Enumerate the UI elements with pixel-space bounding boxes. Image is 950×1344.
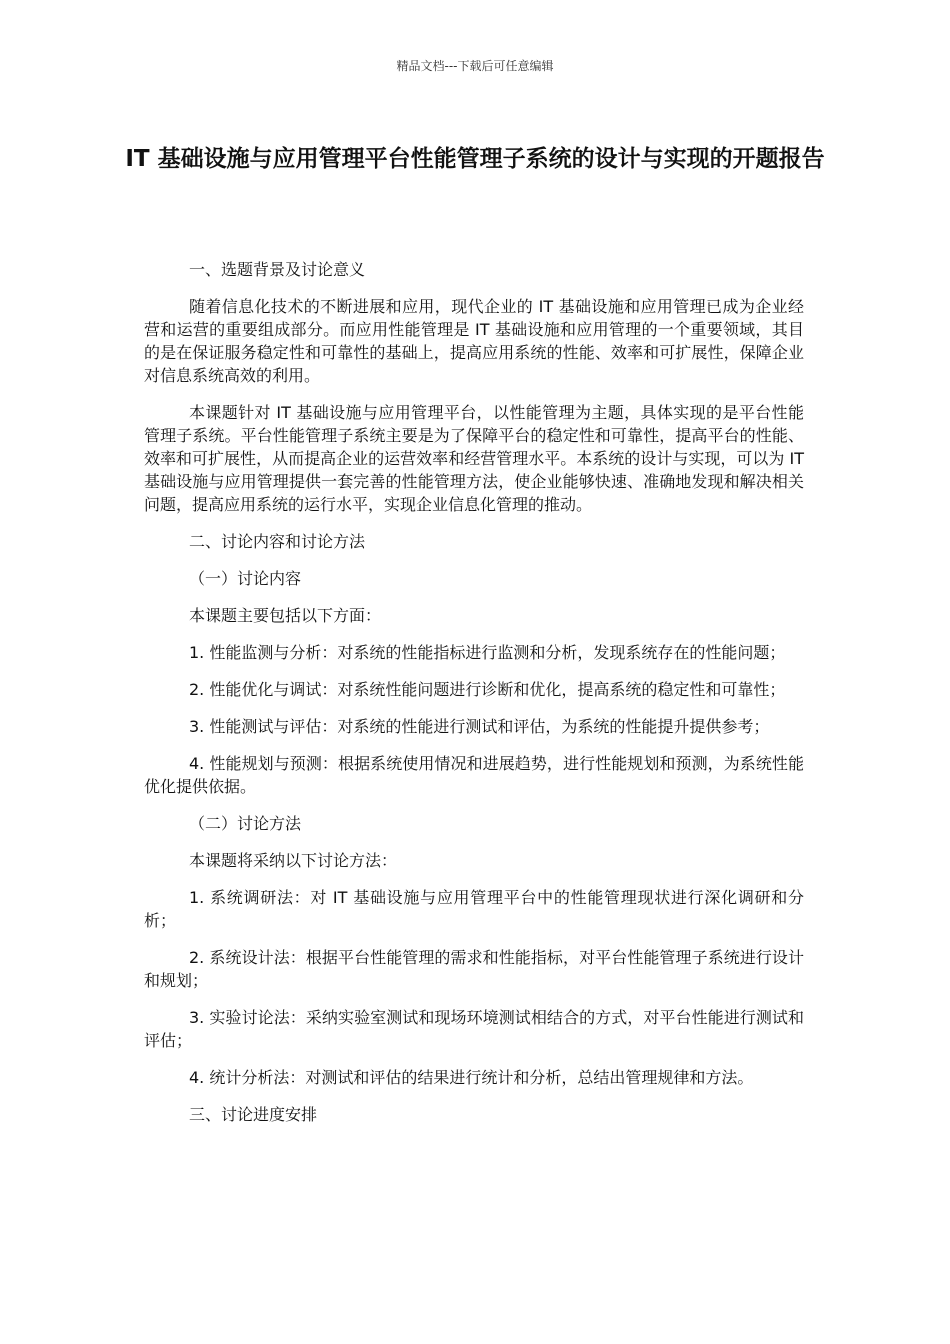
- section-2-part-1-intro: 本课题主要包括以下方面：: [189, 606, 382, 625]
- list-item: 2. 性能优化与调试：对系统性能问题进行诊断和优化，提高系统的稳定性和可靠性；: [189, 680, 786, 699]
- section-2-part-2-intro: 本课题将采纳以下讨论方法：: [189, 851, 398, 870]
- section-1-paragraph-2: 本课题针对 IT 基础设施与应用管理平台，以性能管理为主题，具体实现的是平台性能管理子系统。平台性能管理子系统主要是为了保障平台的稳定性和可靠性，提高平台的性能、效率和可扩展性，从而提高企业的运营效率和经营管理水平。本系统的设计与实现，可以为 IT 基础设施与应用管理提供一套完善的性能管理方法，使企业能够快速、准确地发现和解决相关问题，提高应用系统的运行水平，实现企业信息化管理的推动。: [144, 403, 804, 514]
- section-2-part-1-heading: （一）讨论内容: [189, 569, 302, 588]
- list-item: 3. 性能测试与评估：对系统的性能进行测试和评估，为系统的性能提升提供参考；: [189, 717, 770, 736]
- list-item: 1. 性能监测与分析：对系统的性能指标进行监测和分析，发现系统存在的性能问题；: [189, 643, 786, 662]
- list-item: 1. 系统调研法：对 IT 基础设施与应用管理平台中的性能管理现状进行深化调研和分析；: [144, 888, 804, 930]
- section-2-heading: 二、讨论内容和讨论方法: [189, 532, 366, 551]
- header-note: 精品文档---下载后可任意编辑: [396, 59, 554, 73]
- list-item: 2. 系统设计法：根据平台性能管理的需求和性能指标，对平台性能管理子系统进行设计和规划；: [144, 948, 804, 990]
- section-1-paragraph-1: 随着信息化技术的不断进展和应用，现代企业的 IT 基础设施和应用管理已成为企业经营和运营的重要组成部分。而应用性能管理是 IT 基础设施和应用管理的一个重要领域，其目的是在保证服务稳定性和可靠性的基础上，提高应用系统的性能、效率和可扩展性，保障企业对信息系统高效的利用。: [144, 297, 804, 385]
- document-title: IT 基础设施与应用管理平台性能管理子系统的设计与实现的开题报告: [125, 146, 825, 172]
- section-2-part-2-heading: （二）讨论方法: [189, 814, 302, 833]
- list-item: 3. 实验讨论法：采纳实验室测试和现场环境测试相结合的方式，对平台性能进行测试和评估；: [144, 1008, 804, 1050]
- section-3-heading: 三、讨论进度安排: [189, 1105, 318, 1124]
- list-item: 4. 性能规划与预测：根据系统使用情况和进展趋势，进行性能规划和预测，为系统性能优化提供依据。: [144, 754, 804, 796]
- list-item: 4. 统计分析法：对测试和评估的结果进行统计和分析，总结出管理规律和方法。: [189, 1068, 754, 1087]
- document-body: [144, 258, 804, 1140]
- section-1-heading: 一、选题背景及讨论意义: [189, 260, 366, 279]
